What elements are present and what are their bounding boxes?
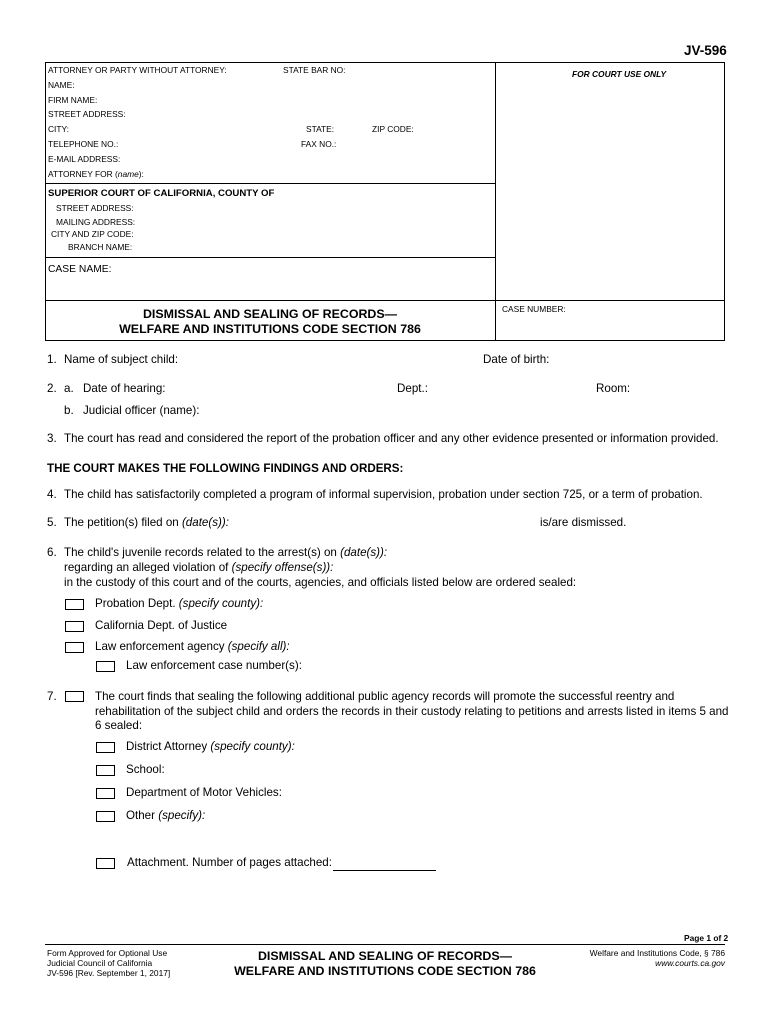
name-label: NAME: [48, 80, 75, 90]
checkbox-law-enforcement[interactable] [65, 642, 84, 653]
item-7-line1: The court finds that sealing the following additional public agency records will promote the successful reentry and [95, 690, 675, 703]
fax-label: FAX NO.: [301, 139, 337, 149]
findings-heading: THE COURT MAKES THE FOLLOWING FINDINGS AND ORDERS: [47, 462, 404, 475]
checkbox-other[interactable] [96, 811, 115, 822]
item-2a-letter: a. [64, 382, 74, 395]
option-district-attorney [126, 740, 295, 753]
item-6-line1-text: The child's juvenile records related to the arrest(s) on [64, 546, 341, 559]
attachment-label: Attachment. Number of pages attached: [127, 856, 332, 869]
option-other [126, 809, 205, 822]
item-1-number: 1. [47, 353, 57, 366]
state-bar-label: STATE BAR NO: [283, 65, 346, 75]
item-6-line1 [64, 546, 387, 559]
option-law-enforcement-case: Law enforcement case number(s): [126, 659, 302, 672]
footer-title [200, 949, 570, 979]
item-2a-room: Room: [596, 382, 631, 395]
document-title [45, 307, 495, 337]
footer-right-line2[interactable]: www.courts.ca.gov [655, 957, 725, 968]
document-title-line1: DISMISSAL AND SEALING OF RECORDS— [142, 307, 398, 321]
attachment-pages-field[interactable] [333, 870, 436, 871]
checkbox-attachment[interactable] [96, 858, 115, 869]
caption-top-border [45, 62, 724, 63]
option-probation-dept-text: Probation Dept. [95, 597, 179, 610]
item-5-number: 5. [47, 516, 57, 529]
footer-right [560, 949, 725, 969]
item-6-line1-italic: (date(s)): [340, 546, 388, 559]
item-6-line2 [64, 561, 333, 574]
option-law-enforcement-text: Law enforcement agency [95, 640, 228, 653]
footer-rule [45, 944, 725, 945]
item-5-label [64, 516, 229, 529]
case-number-label: CASE NUMBER: [502, 304, 566, 314]
checkbox-ca-doj[interactable] [65, 621, 84, 632]
item-3-number: 3. [47, 432, 57, 445]
item-3-text: The court has read and considered the report of the probation officer and any other evidence presented or information provided. [64, 432, 719, 445]
item-2b-letter: b. [64, 404, 74, 417]
item-2a-label: Date of hearing: [83, 382, 166, 395]
checkbox-dmv[interactable] [96, 788, 115, 799]
document-title-line2: WELFARE AND INSTITUTIONS CODE SECTION 786 [119, 322, 421, 336]
item-2a-dept: Dept.: [397, 382, 428, 395]
checkbox-law-enforcement-case[interactable] [96, 661, 115, 672]
item-7-number: 7. [47, 690, 57, 703]
caption-title-divider [45, 300, 724, 301]
item-2-number: 2. [47, 382, 57, 395]
item-1-label: Name of subject child: [64, 353, 179, 366]
item-6-line2-italic: (specify offense(s)): [231, 561, 334, 574]
attorney-for-italic: name [117, 169, 139, 179]
option-probation-dept-italic: (specify county): [178, 597, 264, 610]
case-name-label: CASE NAME: [48, 264, 112, 275]
option-other-text: Other [126, 809, 159, 822]
attorney-label: ATTORNEY OR PARTY WITHOUT ATTORNEY: [48, 65, 227, 75]
caption-attorney-divider [45, 183, 495, 184]
page-number: Page 1 of 2 [684, 933, 729, 943]
court-use-label: FOR COURT USE ONLY [572, 69, 667, 79]
footer-title-line1: DISMISSAL AND SEALING OF RECORDS— [257, 949, 513, 963]
footer-left-line1: Form Approved for Optional Use [47, 948, 168, 958]
item-2b-label: Judicial officer (name): [83, 404, 200, 417]
caption-right-border [724, 62, 725, 341]
checkbox-district-attorney[interactable] [96, 742, 115, 753]
phone-label: TELEPHONE NO.: [48, 139, 119, 149]
item-6-line3: in the custody of this court and of the courts, agencies, and officials listed below are ordered sealed: [64, 576, 577, 589]
item-7-line3: 6 sealed: [95, 719, 143, 732]
city-label: CITY: [48, 124, 69, 134]
footer-right-line1: Welfare and Institutions Code, § 786 [589, 948, 725, 958]
email-label: E-MAIL ADDRESS: [48, 154, 121, 164]
caption-bottom-border [45, 340, 724, 341]
court-street-label: STREET ADDRESS: [56, 203, 134, 213]
item-1-dob-label: Date of birth: [483, 353, 550, 366]
item-6-number: 6. [47, 546, 57, 559]
option-probation-dept [95, 597, 263, 610]
attorney-for-label [48, 169, 144, 179]
street-label: STREET ADDRESS: [48, 109, 126, 119]
item-7-text [95, 690, 729, 734]
zip-label: ZIP CODE: [372, 124, 414, 134]
checkbox-probation-dept[interactable] [65, 599, 84, 610]
checkbox-school[interactable] [96, 765, 115, 776]
option-other-italic: (specify): [158, 809, 206, 822]
state-label: STATE: [306, 124, 335, 134]
firm-label: FIRM NAME: [48, 95, 98, 105]
court-title: SUPERIOR COURT OF CALIFORNIA, COUNTY OF [48, 188, 275, 199]
footer-left [47, 949, 170, 978]
checkbox-item-7[interactable] [65, 691, 84, 702]
form-id: JV-596 [684, 43, 727, 58]
item-6-line2-text: regarding an alleged violation of [64, 561, 232, 574]
item-7-line2: rehabilitation of the subject child and orders the records in their custody relating to petitions and arrests listed in items 5 and [95, 704, 729, 718]
attorney-for-close: ): [138, 169, 144, 179]
option-district-attorney-text: District Attorney [126, 740, 211, 753]
court-branch-label: BRANCH NAME: [68, 242, 133, 252]
footer-left-line3: JV-596 [Rev. September 1, 2017] [47, 967, 171, 978]
option-ca-doj: California Dept. of Justice [95, 619, 228, 632]
footer-title-line2: WELFARE AND INSTITUTIONS CODE SECTION 786 [234, 964, 536, 978]
attorney-for-text: ATTORNEY FOR ( [48, 169, 118, 179]
option-law-enforcement-italic: (specify all): [227, 640, 290, 653]
footer-left-line2: Judicial Council of California [47, 957, 153, 968]
item-5-italic: (date(s)): [181, 516, 229, 529]
option-law-enforcement [95, 640, 290, 653]
item-4-number: 4. [47, 488, 57, 501]
option-school: School: [126, 763, 165, 776]
option-dmv: Department of Motor Vehicles: [126, 786, 282, 799]
item-5-text: The petition(s) filed on [64, 516, 182, 529]
court-city-label: CITY AND ZIP CODE: [51, 229, 134, 239]
option-district-attorney-italic: (specify county): [210, 740, 295, 753]
caption-court-divider [45, 257, 495, 258]
item-5-tail: is/are dismissed. [540, 516, 627, 529]
item-4-text: The child has satisfactorily completed a program of informal supervision, probation under section 725, or a term of probation. [64, 488, 703, 501]
court-mailing-label: MAILING ADDRESS: [56, 217, 136, 227]
